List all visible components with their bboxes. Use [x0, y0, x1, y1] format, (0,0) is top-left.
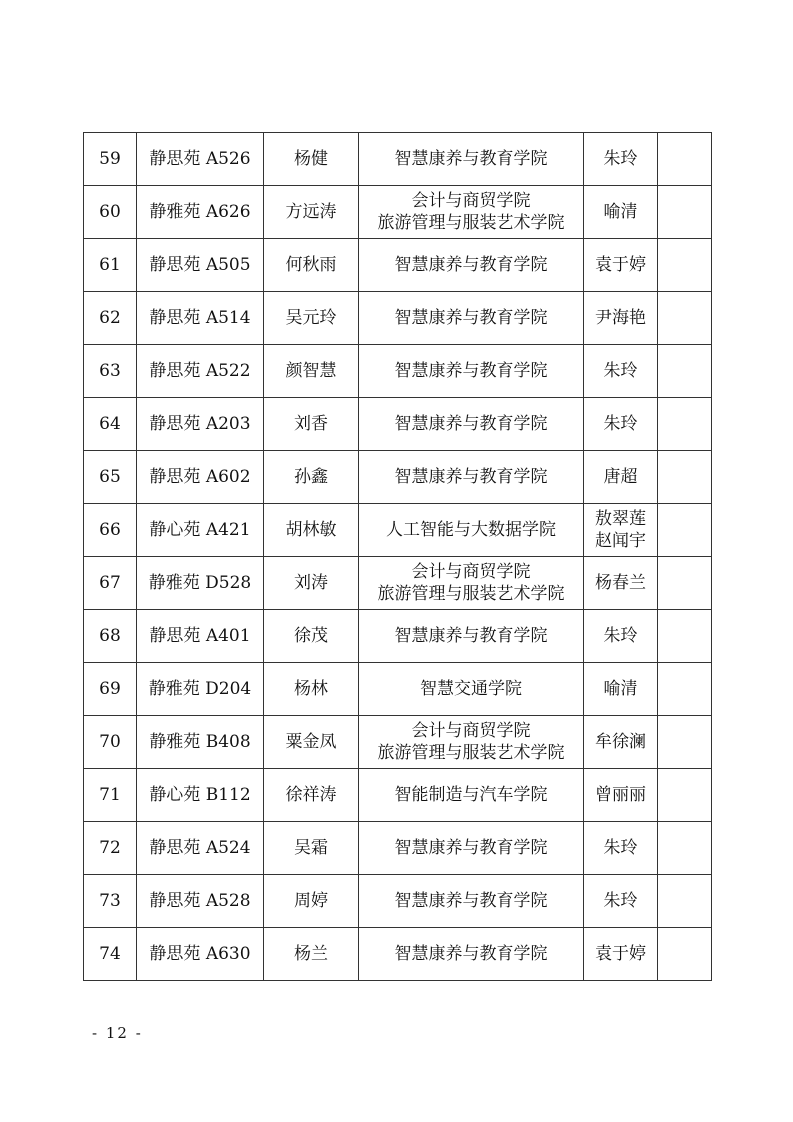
teacher-cell	[584, 133, 658, 186]
dorm-room-cell: 静雅苑 B408	[137, 716, 264, 769]
teacher-line: 朱玲	[603, 414, 638, 434]
college-cell	[359, 716, 584, 769]
student-name-cell: 粟金凤	[264, 716, 359, 769]
row-number-cell: 61	[84, 239, 137, 292]
dorm-room-cell: 静思苑 A522	[137, 345, 264, 398]
teacher-cell	[584, 663, 658, 716]
teacher-line: 朱玲	[603, 838, 638, 858]
teacher-line: 朱玲	[603, 891, 638, 911]
table-row	[84, 928, 712, 981]
college-line: 智慧交通学院	[420, 679, 522, 699]
note-cell	[658, 610, 712, 663]
college-line: 会计与商贸学院	[411, 721, 531, 741]
student-name-cell: 徐祥涛	[264, 769, 359, 822]
table-row	[84, 451, 712, 504]
table-row	[84, 398, 712, 451]
teacher-cell	[584, 822, 658, 875]
student-name-cell: 徐茂	[264, 610, 359, 663]
student-name-cell: 周婷	[264, 875, 359, 928]
college-cell	[359, 557, 584, 610]
row-number-cell: 74	[84, 928, 137, 981]
student-name-cell: 刘涛	[264, 557, 359, 610]
student-name-cell: 吴霜	[264, 822, 359, 875]
row-number-cell: 69	[84, 663, 137, 716]
college-cell	[359, 186, 584, 239]
dorm-room-cell: 静心苑 B112	[137, 769, 264, 822]
row-number-cell: 60	[84, 186, 137, 239]
student-name-cell: 杨林	[264, 663, 359, 716]
college-line: 智慧康养与教育学院	[394, 891, 548, 911]
row-number-cell: 73	[84, 875, 137, 928]
table-row	[84, 292, 712, 345]
teacher-line: 袁于婷	[595, 255, 646, 275]
teacher-line: 尹海艳	[595, 308, 646, 328]
dorm-room-cell: 静思苑 A526	[137, 133, 264, 186]
dorm-room-cell: 静雅苑 D204	[137, 663, 264, 716]
college-cell	[359, 292, 584, 345]
note-cell	[658, 292, 712, 345]
table-row	[84, 345, 712, 398]
college-line: 智慧康养与教育学院	[394, 467, 548, 487]
table-row	[84, 504, 712, 557]
teacher-cell	[584, 504, 658, 557]
note-cell	[658, 557, 712, 610]
teacher-line: 朱玲	[603, 149, 638, 169]
teacher-cell	[584, 398, 658, 451]
teacher-cell	[584, 716, 658, 769]
row-number-cell: 70	[84, 716, 137, 769]
college-cell	[359, 663, 584, 716]
table-row	[84, 610, 712, 663]
college-line: 旅游管理与服装艺术学院	[377, 743, 565, 763]
note-cell	[658, 822, 712, 875]
teacher-cell	[584, 292, 658, 345]
teacher-cell	[584, 610, 658, 663]
college-cell	[359, 928, 584, 981]
teacher-cell	[584, 345, 658, 398]
row-number-cell: 64	[84, 398, 137, 451]
dorm-room-cell: 静思苑 A401	[137, 610, 264, 663]
teacher-line: 牟徐澜	[595, 732, 646, 752]
student-name-cell: 杨兰	[264, 928, 359, 981]
college-cell	[359, 822, 584, 875]
college-cell	[359, 875, 584, 928]
student-name-cell: 何秋雨	[264, 239, 359, 292]
note-cell	[658, 398, 712, 451]
teacher-cell	[584, 928, 658, 981]
row-number-cell: 66	[84, 504, 137, 557]
teacher-cell	[584, 769, 658, 822]
row-number-cell: 59	[84, 133, 137, 186]
note-cell	[658, 133, 712, 186]
row-number-cell: 71	[84, 769, 137, 822]
college-line: 智慧康养与教育学院	[394, 308, 548, 328]
row-number-cell: 68	[84, 610, 137, 663]
dormitory-table	[83, 132, 712, 981]
dorm-room-cell: 静思苑 A602	[137, 451, 264, 504]
teacher-line: 朱玲	[603, 361, 638, 381]
college-line: 人工智能与大数据学院	[386, 520, 556, 540]
student-name-cell: 孙鑫	[264, 451, 359, 504]
college-line: 智慧康养与教育学院	[394, 149, 548, 169]
note-cell	[658, 663, 712, 716]
table-row	[84, 133, 712, 186]
note-cell	[658, 504, 712, 557]
row-number-cell: 62	[84, 292, 137, 345]
table-body	[84, 133, 712, 981]
table-row	[84, 875, 712, 928]
table-row	[84, 557, 712, 610]
college-cell	[359, 133, 584, 186]
row-number-cell: 65	[84, 451, 137, 504]
teacher-cell	[584, 239, 658, 292]
student-name-cell: 吴元玲	[264, 292, 359, 345]
table-row	[84, 239, 712, 292]
table-row	[84, 822, 712, 875]
teacher-line: 唐超	[603, 467, 638, 487]
teacher-line: 朱玲	[603, 626, 638, 646]
dorm-room-cell: 静心苑 A421	[137, 504, 264, 557]
table-row	[84, 663, 712, 716]
page-number: - 12 -	[92, 1024, 143, 1042]
college-line: 智慧康养与教育学院	[394, 255, 548, 275]
student-name-cell: 杨健	[264, 133, 359, 186]
college-line: 智能制造与汽车学院	[394, 785, 548, 805]
dorm-room-cell: 静思苑 A203	[137, 398, 264, 451]
note-cell	[658, 928, 712, 981]
student-name-cell: 胡林敏	[264, 504, 359, 557]
row-number-cell: 72	[84, 822, 137, 875]
row-number-cell: 63	[84, 345, 137, 398]
student-name-cell: 刘香	[264, 398, 359, 451]
teacher-line: 喻清	[603, 679, 638, 699]
college-cell	[359, 610, 584, 663]
dorm-room-cell: 静思苑 A505	[137, 239, 264, 292]
dorm-room-cell: 静思苑 A524	[137, 822, 264, 875]
dorm-room-cell: 静雅苑 A626	[137, 186, 264, 239]
college-cell	[359, 239, 584, 292]
table-row	[84, 769, 712, 822]
college-line: 会计与商贸学院	[411, 191, 531, 211]
college-line: 智慧康养与教育学院	[394, 944, 548, 964]
row-number-cell: 67	[84, 557, 137, 610]
note-cell	[658, 186, 712, 239]
table-row	[84, 186, 712, 239]
note-cell	[658, 451, 712, 504]
table-row	[84, 716, 712, 769]
dorm-room-cell: 静思苑 A514	[137, 292, 264, 345]
note-cell	[658, 345, 712, 398]
teacher-line: 曾丽丽	[595, 785, 646, 805]
college-line: 智慧康养与教育学院	[394, 626, 548, 646]
college-line: 旅游管理与服装艺术学院	[377, 584, 565, 604]
teacher-line: 杨春兰	[595, 573, 646, 593]
teacher-cell	[584, 451, 658, 504]
teacher-line: 敖翠莲	[595, 509, 646, 529]
college-line: 会计与商贸学院	[411, 562, 531, 582]
student-name-cell: 颜智慧	[264, 345, 359, 398]
college-line: 智慧康养与教育学院	[394, 838, 548, 858]
college-cell	[359, 398, 584, 451]
college-cell	[359, 769, 584, 822]
teacher-cell	[584, 557, 658, 610]
dorm-room-cell: 静思苑 A528	[137, 875, 264, 928]
teacher-line: 赵闻宇	[595, 531, 646, 551]
teacher-line: 喻清	[603, 202, 638, 222]
college-cell	[359, 345, 584, 398]
note-cell	[658, 239, 712, 292]
college-line: 智慧康养与教育学院	[394, 414, 548, 434]
college-cell	[359, 504, 584, 557]
dorm-room-cell: 静雅苑 D528	[137, 557, 264, 610]
teacher-cell	[584, 186, 658, 239]
college-line: 旅游管理与服装艺术学院	[377, 213, 565, 233]
note-cell	[658, 769, 712, 822]
teacher-line: 袁于婷	[595, 944, 646, 964]
teacher-cell	[584, 875, 658, 928]
dorm-room-cell: 静思苑 A630	[137, 928, 264, 981]
college-cell	[359, 451, 584, 504]
college-line: 智慧康养与教育学院	[394, 361, 548, 381]
student-name-cell: 方远涛	[264, 186, 359, 239]
note-cell	[658, 875, 712, 928]
note-cell	[658, 716, 712, 769]
